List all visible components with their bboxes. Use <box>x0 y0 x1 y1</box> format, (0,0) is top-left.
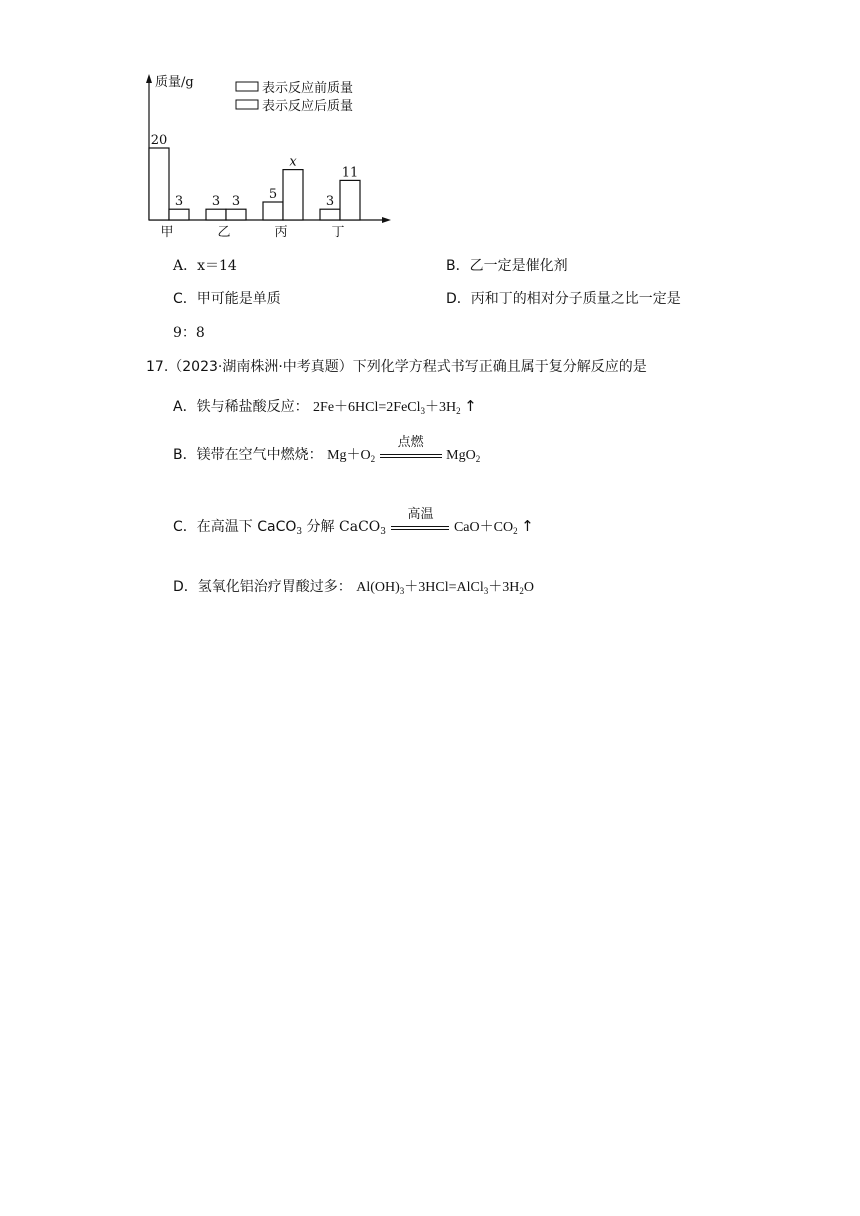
q17-c-products: CaO＋CO <box>453 520 514 535</box>
data-label-after-1: 3 <box>174 194 184 210</box>
q17-b-sub2: 2 <box>475 454 481 464</box>
category-label-2: 乙 <box>217 225 231 240</box>
q17-b-equation <box>327 434 481 464</box>
bar-after-2 <box>226 209 246 220</box>
q17-d-reactant2: ＋3HCl <box>404 580 449 595</box>
q17-option-d[interactable] <box>173 576 534 596</box>
q17-a-sub2: 2 <box>456 406 461 416</box>
q17-c-condition-sign <box>391 506 449 536</box>
q17-b-condition: 点燃 <box>397 434 424 449</box>
q17-c-equation <box>390 506 534 536</box>
y-axis-arrow <box>146 74 152 83</box>
bar-before-4 <box>320 209 340 220</box>
q17-d-product2: ＋3H <box>488 580 520 595</box>
data-label-after-3: x <box>289 154 297 170</box>
legend-swatch-after <box>236 100 258 109</box>
q17-a-label: A．铁与稀盐酸反应： <box>173 399 309 415</box>
q17-a-equals: = <box>378 400 387 415</box>
legend-label-before: 表示反应前质量 <box>262 81 354 96</box>
q16-option-a[interactable]: A．x＝14 <box>173 258 237 274</box>
q17-a-product2: ＋3H <box>425 400 457 415</box>
gas-arrow-icon: ↑ <box>521 517 534 535</box>
q17-c-condition: 高温 <box>407 506 434 521</box>
bars-group <box>149 133 360 240</box>
bar-before-2 <box>206 209 226 220</box>
data-label-after-4: 11 <box>341 165 359 181</box>
bar-after-1 <box>169 209 189 220</box>
q17-c-label: C．在高温下 CaCO$_3$ 分解 CaCO$_3$ <box>173 519 386 537</box>
q17-d-equation <box>356 580 534 595</box>
data-label-before-3: 5 <box>268 187 278 202</box>
category-label-4: 丁 <box>331 225 345 240</box>
q17-d-sub3: 2 <box>519 586 524 596</box>
q17-d-sub1: 3 <box>399 586 405 596</box>
bar-before-1 <box>149 148 169 220</box>
q17-a-equation <box>313 397 477 416</box>
q17-b-reactants: Mg＋O <box>327 448 371 463</box>
gas-arrow-icon: ↑ <box>464 397 477 415</box>
q16-option-d[interactable]: D．丙和丁的相对分子质量之比一定是 <box>446 291 681 307</box>
q17-d-sub2: 3 <box>483 586 489 596</box>
q17-b-condition-sign <box>380 434 442 464</box>
q17-b-sub1: 2 <box>370 454 376 464</box>
q17-stem: 17.（2023·湖南株洲·中考真题）下列化学方程式书写正确且属于复分解反应的是 <box>146 359 647 375</box>
category-label-3: 丙 <box>274 225 288 240</box>
q17-a-product1: 2FeCl <box>386 400 421 415</box>
y-axis-label: 质量/g <box>155 75 194 90</box>
q17-d-product2-end: O <box>523 580 535 595</box>
legend-swatch-before <box>236 82 258 91</box>
legend-label-after: 表示反应后质量 <box>262 99 354 114</box>
q17-a-sub1: 3 <box>420 406 426 416</box>
q17-c-sub2: 2 <box>513 526 518 536</box>
q16-option-b[interactable]: B．乙一定是催化剂 <box>446 258 568 274</box>
x-axis-arrow <box>382 217 391 223</box>
q16-option-c[interactable]: C．甲可能是单质 <box>173 291 281 307</box>
mass-bar-chart <box>130 62 410 242</box>
bar-after-3 <box>283 170 303 220</box>
q17-d-label: D．氢氧化铝治疗胃酸过多： <box>173 579 352 595</box>
data-label-before-1: 20 <box>150 133 168 148</box>
bar-before-3 <box>263 202 283 220</box>
q17-b-label: B．镁带在空气中燃烧： <box>173 447 323 463</box>
data-label-before-2: 3 <box>211 194 221 210</box>
bar-after-4 <box>340 180 360 220</box>
q17-d-reactant1: Al(OH) <box>356 580 400 595</box>
q17-d-product1: AlCl <box>456 580 484 595</box>
category-label-1: 甲 <box>160 225 174 240</box>
q17-b-product: MgO <box>446 448 476 463</box>
q17-option-b[interactable] <box>173 434 481 464</box>
q17-option-c[interactable] <box>173 506 534 537</box>
data-label-before-4: 3 <box>325 194 335 210</box>
q17-d-equals: = <box>448 580 457 595</box>
q17-option-a[interactable] <box>173 396 477 416</box>
q17-a-reactants: 2Fe＋6HCl <box>313 400 379 415</box>
q16-option-d-continued: 9：8 <box>173 325 205 341</box>
data-label-after-2: 3 <box>231 194 241 210</box>
